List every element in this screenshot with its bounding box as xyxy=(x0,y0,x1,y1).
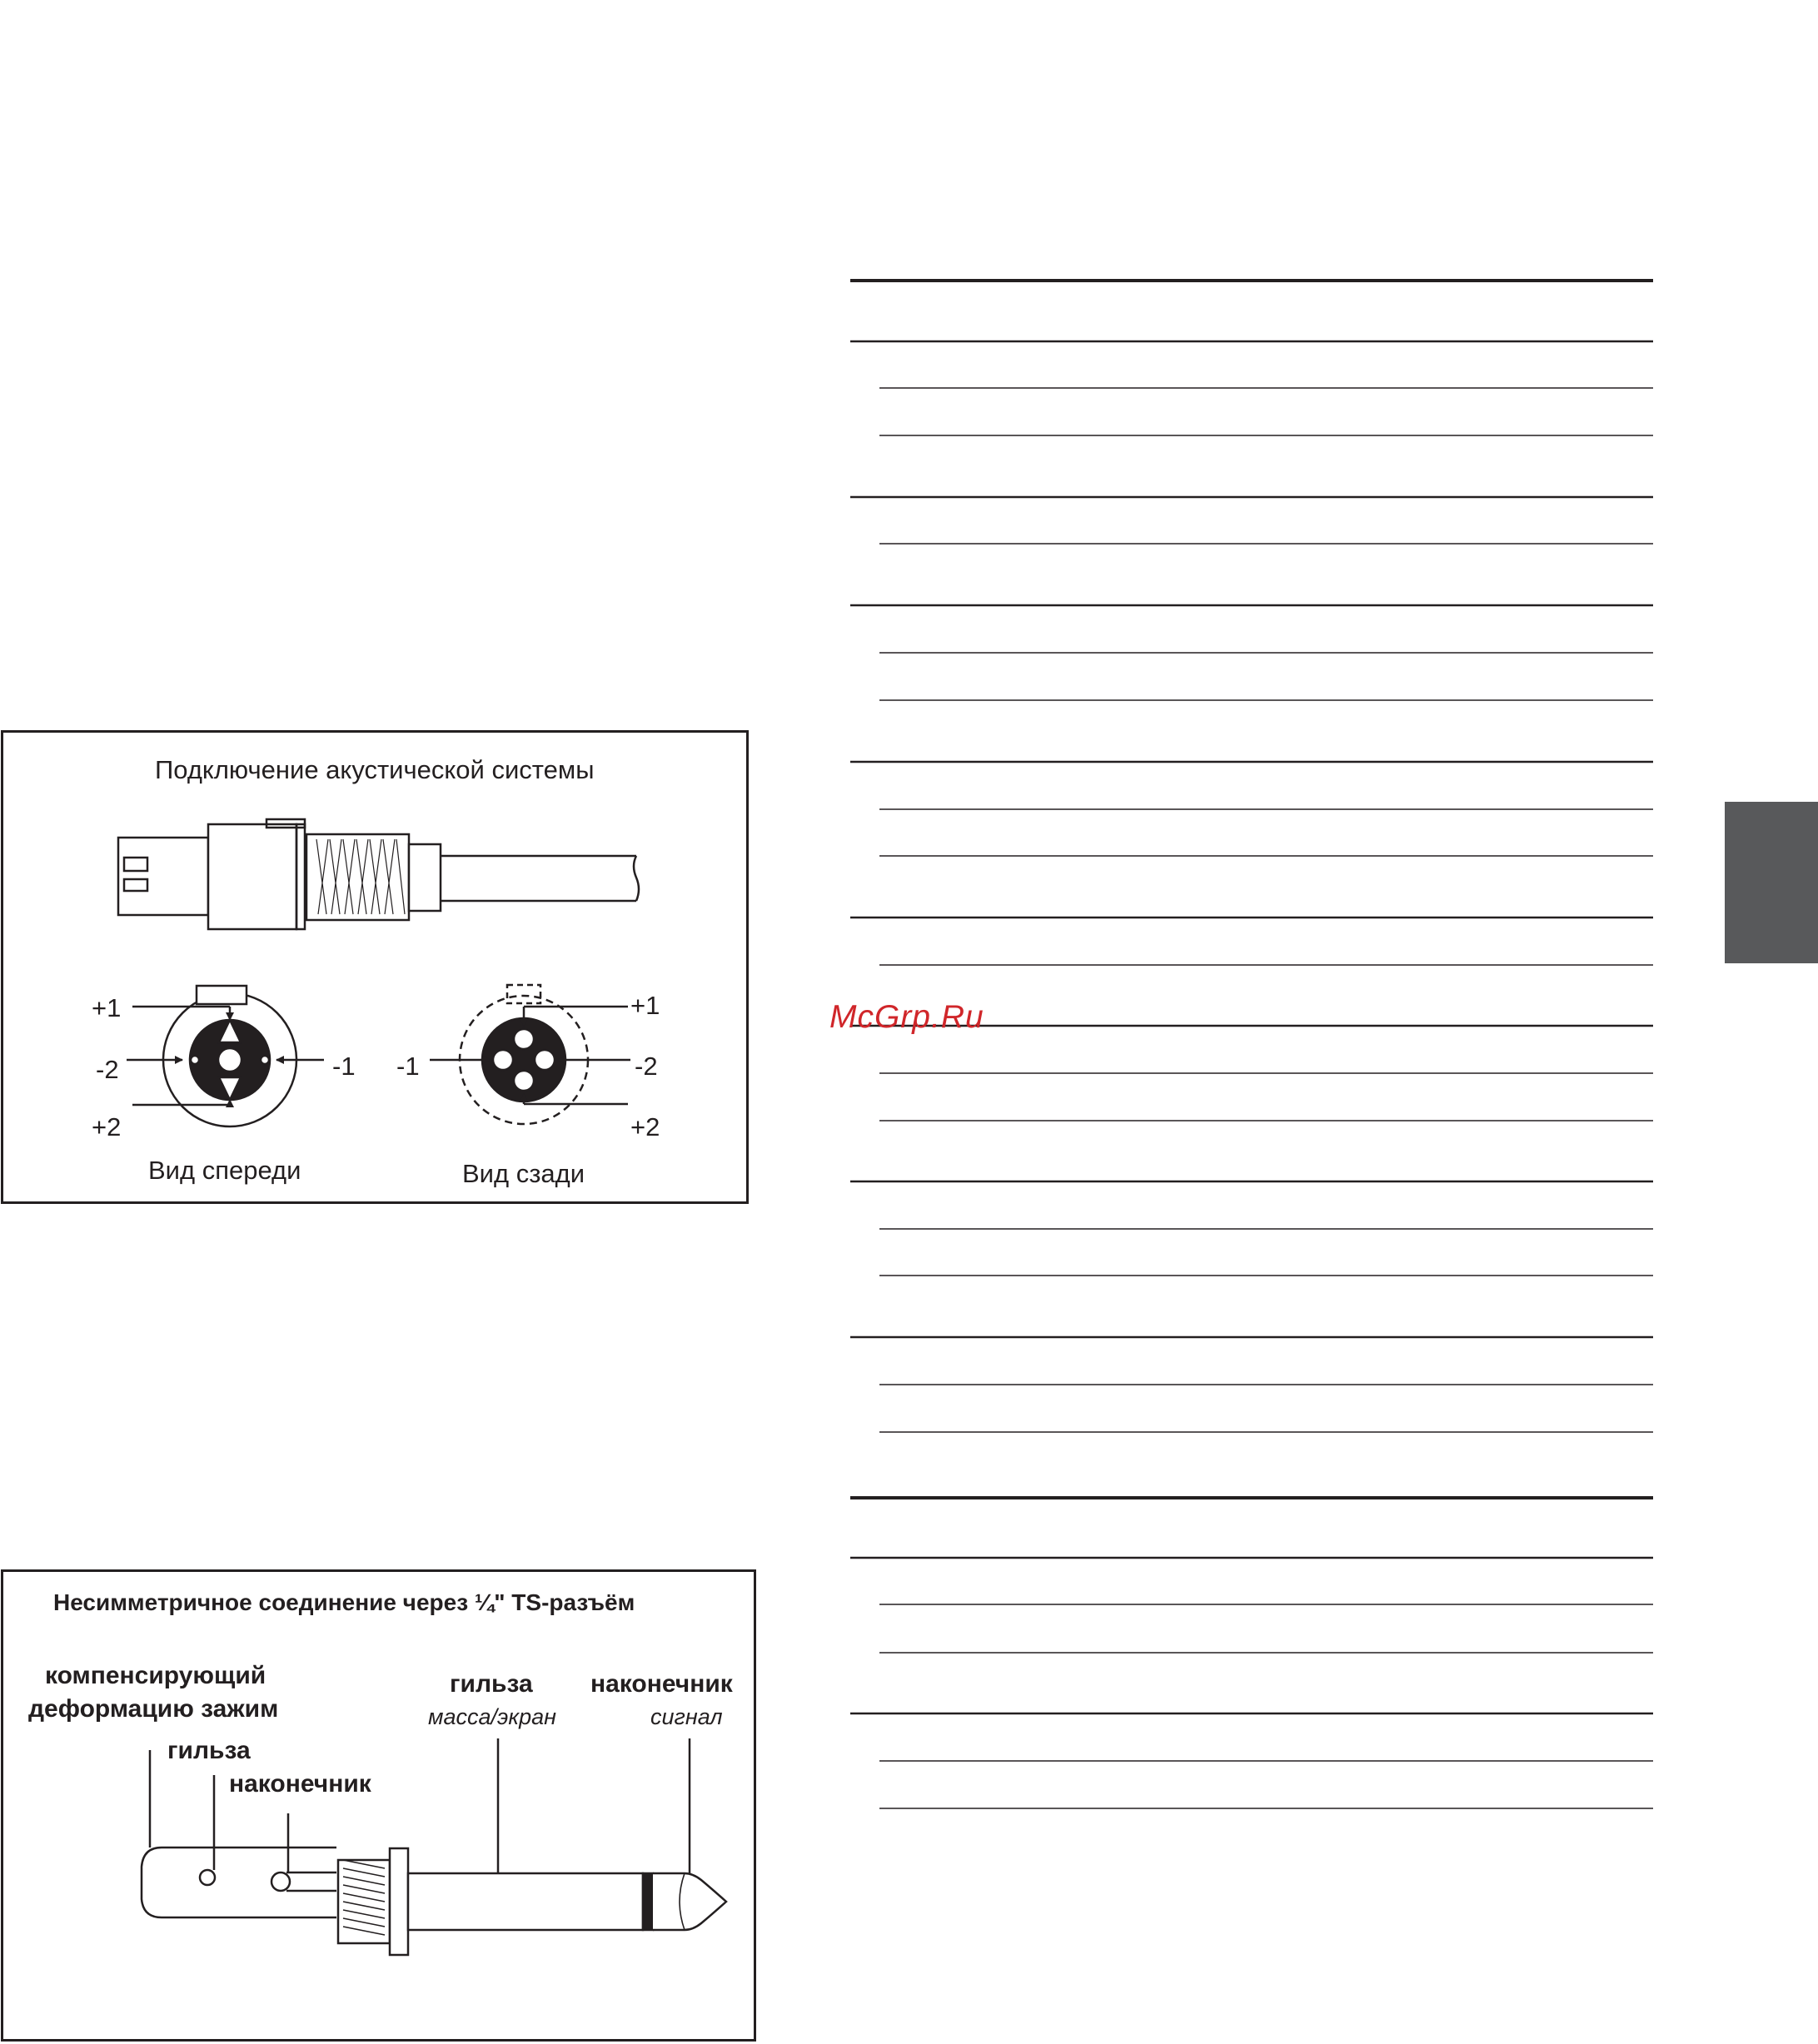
strain-relief-label-line1: компенсирующий xyxy=(45,1662,266,1689)
sleeve-lug-label: гильза xyxy=(167,1737,251,1764)
front-pin-minus2-label: -2 xyxy=(96,1055,119,1084)
rear-pin-plus1-label: +1 xyxy=(630,991,660,1020)
ts-jack-diagram xyxy=(1,1569,756,2042)
ts-plug-drawing xyxy=(3,1572,759,2044)
section-tab-marker xyxy=(1725,802,1818,963)
front-pin-minus1-label: -1 xyxy=(332,1052,356,1081)
front-view-connector xyxy=(127,986,324,1126)
front-pin-plus1-label: +1 xyxy=(92,993,122,1022)
strain-relief-label-line2: деформацию зажим xyxy=(28,1695,279,1723)
front-pin-plus2-label: +2 xyxy=(92,1112,122,1141)
sleeve-label: гильза xyxy=(450,1670,533,1698)
speaker-connection-diagram xyxy=(1,730,749,1204)
rear-pin-plus2-label: +2 xyxy=(630,1112,660,1141)
tip-label: наконечник xyxy=(590,1670,733,1698)
tip-lug-label: наконечник xyxy=(229,1770,371,1798)
rear-pin-minus2-label: -2 xyxy=(635,1052,658,1081)
front-view-caption: Вид спереди xyxy=(148,1156,301,1185)
rear-view-caption: Вид сзади xyxy=(462,1159,585,1188)
speaker-diagram-title: Подключение акустической системы xyxy=(155,755,595,784)
rear-pin-minus1-label: -1 xyxy=(396,1052,420,1081)
sleeve-function-label: масса/экран xyxy=(428,1704,556,1729)
rear-view-connector xyxy=(430,985,630,1124)
tip-function-label: сигнал xyxy=(650,1704,723,1729)
watermark: McGrp.Ru xyxy=(829,999,984,1035)
ts-diagram-title: Несимметричное соединение через ¼" TS-разъём xyxy=(53,1589,635,1615)
